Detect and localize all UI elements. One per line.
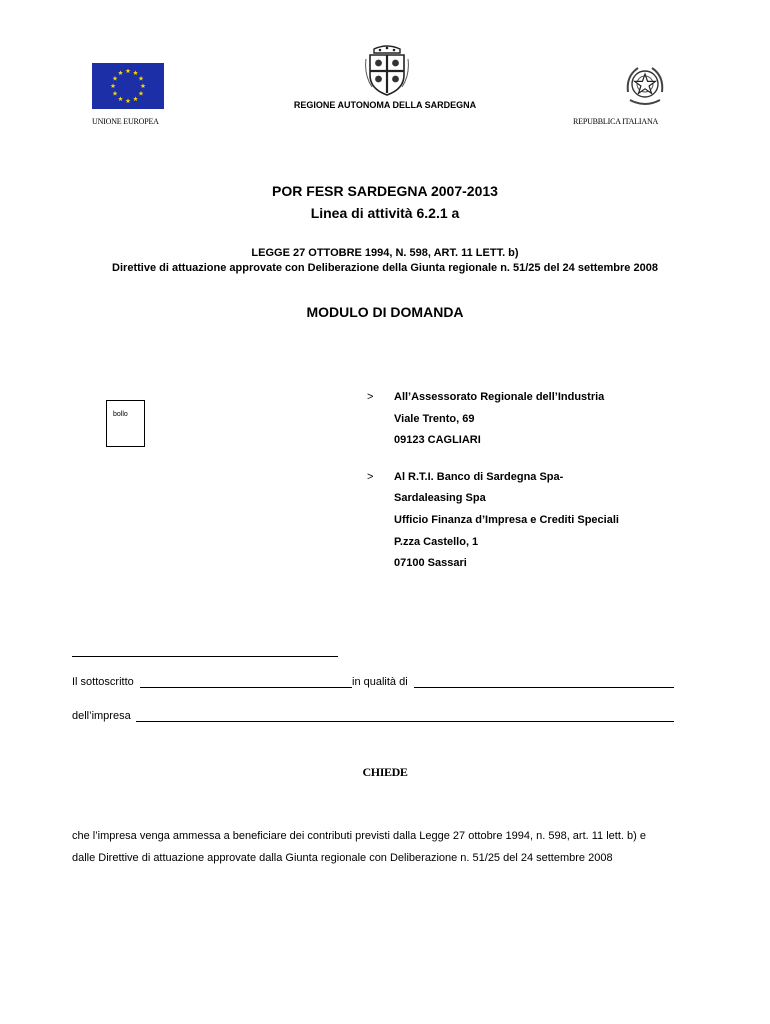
company-label: dell’impresa [72, 710, 131, 722]
request-body-line: che l’impresa venga ammessa a beneficiare dei contributi previsti dalla Legge 27 ottobre 1994, n. 598, art. 11 lett. b) e [72, 830, 646, 842]
stamp-label: bollo [113, 411, 128, 418]
eu-label: UNIONE EUROPEA [92, 117, 159, 126]
region-label: REGIONE AUTONOMA DELLA SARDEGNA [293, 100, 477, 110]
activity-line-title: Linea di attività 6.2.1 a [310, 205, 460, 221]
recipient-line: 09123 CAGLIARI [394, 434, 481, 446]
role-field[interactable] [414, 687, 674, 688]
recipient-line: All’Assessorato Regionale dell’Industria [394, 391, 605, 403]
request-body-line: dalle Direttive di attuazione approvate dalla Giunta regionale con Deliberazione n. 51/25 del 24 settembre 2008 [72, 852, 613, 864]
recipient-line: P.zza Castello, 1 [394, 536, 479, 548]
recipient-line: Ufficio Finanza d’Impresa e Crediti Speciali [394, 514, 619, 526]
recipient-marker: > [367, 391, 374, 403]
signatory-field[interactable] [140, 687, 352, 688]
role-label: in qualità di [352, 676, 408, 688]
republic-label: REPUBBLICA ITALIANA [573, 117, 659, 126]
request-heading: CHIEDE [362, 765, 408, 779]
recipient-line: Al R.T.I. Banco di Sardegna Spa- [394, 471, 564, 483]
company-field[interactable] [136, 721, 674, 722]
italian-republic-emblem-logo [622, 62, 668, 108]
signatory-label: Il sottoscritto [72, 676, 134, 688]
directive-reference: Direttive di attuazione approvate con Deliberazione della Giunta regionale n. 51/25 del 24 settembre 2008 [112, 262, 658, 274]
stamp-box [106, 400, 145, 447]
recipient-line: 07100 Sassari [394, 557, 467, 569]
recipient-marker: > [367, 471, 374, 483]
law-reference: LEGGE 27 OTTOBRE 1994, N. 598, ART. 11 LETT. b) [251, 247, 519, 259]
form-title: MODULO DI DOMANDA [306, 304, 464, 320]
recipient-line: Sardaleasing Spa [394, 492, 486, 504]
program-title: POR FESR SARDEGNA 2007-2013 [272, 183, 498, 199]
recipient-line: Viale Trento, 69 [394, 413, 475, 425]
sardinia-coat-of-arms-logo [364, 45, 410, 97]
place-date-line[interactable] [72, 656, 338, 657]
